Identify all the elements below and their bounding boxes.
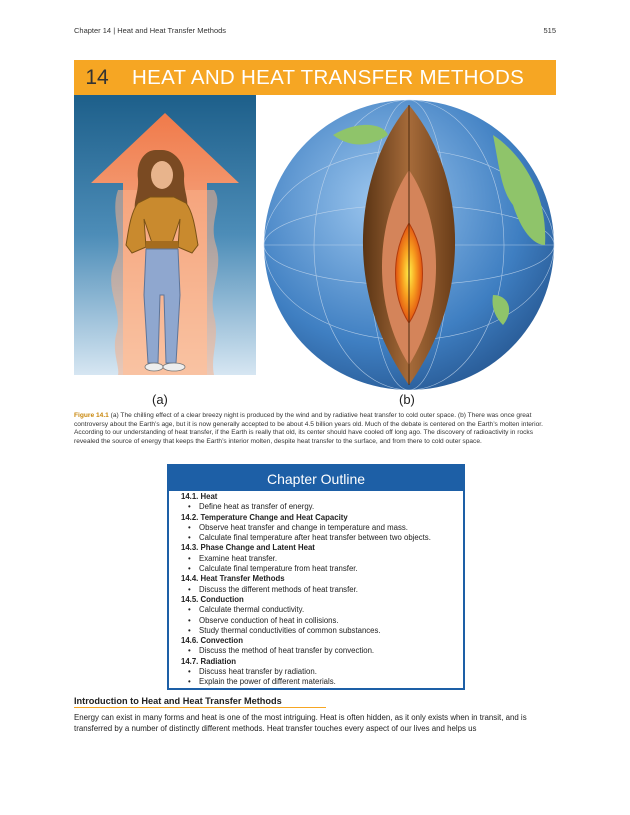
chapter-number: 14: [85, 65, 109, 89]
outline-section-title[interactable]: 14.3. Phase Change and Latent Heat: [181, 543, 315, 553]
outline-objective: [181, 564, 463, 574]
outline-objective-text: Observe conduction of heat in collisions.: [199, 615, 339, 625]
outline-objective: [181, 533, 463, 543]
bullet-icon: •: [188, 677, 191, 687]
outline-objective-text: Calculate thermal conductivity.: [199, 605, 305, 615]
chapter-outline-box: [167, 464, 465, 690]
bullet-icon: •: [188, 625, 191, 635]
outline-objective-text: Discuss the different methods of heat transfer.: [199, 584, 358, 594]
chapter-outline-title: Chapter Outline: [169, 466, 463, 491]
person-in-wind-illustration: [74, 95, 256, 375]
bullet-icon: •: [188, 533, 191, 543]
intro-heading: Introduction to Heat and Heat Transfer Methods: [74, 696, 326, 708]
chapter-title-banner: [74, 60, 556, 95]
bullet-icon: •: [188, 584, 191, 594]
outline-objective: [181, 677, 463, 687]
outline-objective: [181, 585, 463, 595]
outline-objective: [181, 523, 463, 533]
outline-objective-text: Discuss heat transfer by radiation.: [199, 667, 317, 677]
intro-paragraph: Energy can exist in many forms and heat is one of the most intriguing. Heat is often hidden, as it only exists when in transit, and is transferred by a number of distinctly different methods. Heat transfer touches every aspect of our lives and helps us: [74, 713, 527, 733]
chapter-header-text: Chapter 14 | Heat and Heat Transfer Methods: [74, 26, 227, 35]
outline-objective: [181, 554, 463, 564]
chapter-outline-list: [169, 491, 463, 688]
bullet-icon: •: [188, 646, 191, 656]
bullet-icon: •: [188, 502, 191, 512]
outline-objective: [181, 502, 463, 512]
bullet-icon: •: [188, 667, 191, 677]
outline-objective-text: Calculate final temperature from heat transfer.: [199, 564, 358, 574]
outline-objective-text: Explain the power of different materials.: [199, 677, 336, 687]
outline-objective-text: Discuss the method of heat transfer by convection.: [199, 646, 375, 656]
outline-section-title[interactable]: 14.6. Convection: [181, 636, 243, 646]
outline-objective-text: Examine heat transfer.: [199, 553, 278, 563]
page-number: 515: [543, 26, 556, 35]
outline-objective-text: Define heat as transfer of energy.: [199, 502, 315, 512]
outline-section-title[interactable]: 14.5. Conduction: [181, 594, 244, 604]
figure-14-1: [74, 95, 556, 405]
figure-caption: [74, 412, 556, 446]
outline-section-title[interactable]: 14.1. Heat: [181, 492, 218, 501]
outline-objective-text: Calculate final temperature after heat transfer between two objects.: [199, 533, 431, 543]
outline-objective-text: Study thermal conductivities of common substances.: [199, 625, 381, 635]
panel-a-label: (a): [152, 392, 168, 407]
figure-caption-id: Figure 14.1: [74, 412, 109, 419]
panel-b-label: (b): [399, 392, 415, 407]
outline-objective: [181, 667, 463, 677]
earth-cutaway-illustration: [263, 95, 556, 390]
outline-objective: [181, 605, 463, 615]
outline-section-title[interactable]: 14.7. Radiation: [181, 656, 237, 666]
chapter-title: HEAT AND HEAT TRANSFER METHODS: [132, 65, 525, 89]
bullet-icon: •: [188, 522, 191, 532]
bullet-icon: •: [188, 615, 191, 625]
outline-section-title[interactable]: 14.2. Temperature Change and Heat Capacity: [181, 512, 348, 522]
bullet-icon: •: [188, 564, 191, 574]
outline-objective: [181, 616, 463, 626]
outline-objective-text: Observe heat transfer and change in temperature and mass.: [199, 522, 408, 532]
running-header: [74, 26, 556, 35]
figure-caption-text: (a) The chilling effect of a clear breezy night is produced by the wind and by radiative heat transfer to cold outer space. (b) There was once great controversy about the Earth’s age, but it is now generally accepted to be about 4.5 billion years old. Much of the debate is centered on the Earth’s molten interior. According to our understanding of heat transfer, if the Earth is really that old, its center should have cooled off long ago. The discovery of radioactivity in rocks revealed the source of energy that keeps the Earth’s interior molten, despite heat transfer to the surface, and from there to cold outer space.: [74, 412, 543, 445]
outline-objective: [181, 626, 463, 636]
bullet-icon: •: [188, 553, 191, 563]
outline-section-title[interactable]: 14.4. Heat Transfer Methods: [181, 574, 285, 584]
bullet-icon: •: [188, 605, 191, 615]
outline-objective: [181, 646, 463, 656]
